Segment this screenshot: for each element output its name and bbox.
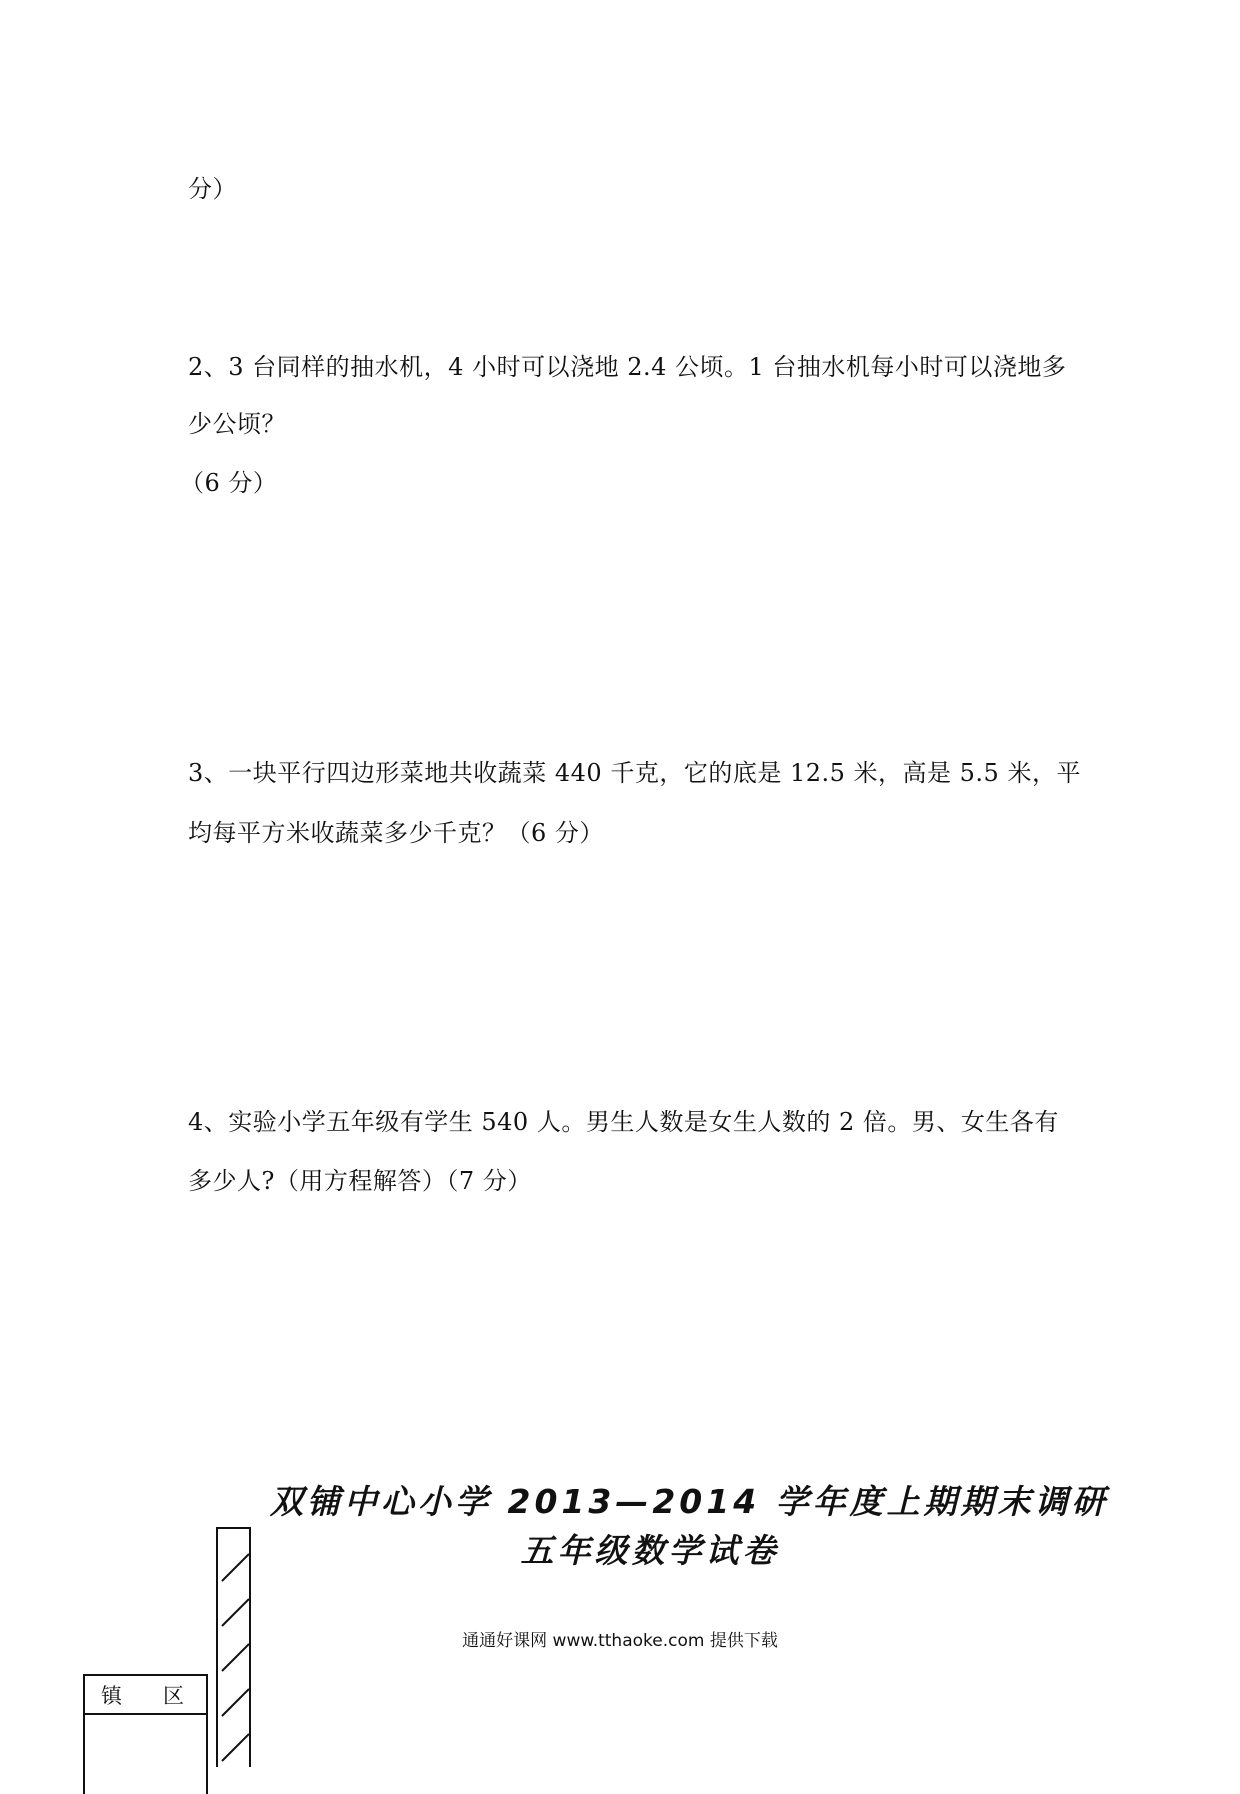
question-1-score-tail: 分） xyxy=(188,175,237,203)
question-3-line-2: 均每平方米收蔬菜多少千克？（6 分） xyxy=(188,819,604,847)
question-2-line-1: 2、3 台同样的抽水机，4 小时可以浇地 2.4 公顷。1 台抽水机每小时可以浇地多 xyxy=(188,353,1067,381)
question-4-line-1: 4、实验小学五年级有学生 540 人。男生人数是女生人数的 2 倍。男、女生各有 xyxy=(188,1108,1059,1136)
binding-margin-hatched-strip xyxy=(216,1527,251,1767)
question-4-line-2: 多少人?（用方程解答）（7 分） xyxy=(188,1167,532,1195)
info-row-town-district xyxy=(85,1676,206,1715)
label-town: 镇 xyxy=(101,1683,122,1708)
download-watermark: 通通好课网 www.tthaoke.com 提供下载 xyxy=(462,1631,778,1651)
question-3-line-1: 3、一块平行四边形菜地共收蔬菜 440 千克，它的底是 12.5 米，高是 5.5 米，平 xyxy=(188,759,1081,787)
exam-title-line-1: 双铺中心小学 2013—2014 学年度上期期末调研 xyxy=(270,1482,1109,1521)
question-2-score: （6 分） xyxy=(180,469,278,497)
exam-title-line-2: 五年级数学试卷 xyxy=(520,1531,780,1570)
label-district: 区 xyxy=(163,1683,184,1708)
student-info-table xyxy=(83,1674,208,1794)
question-2-line-2: 少公顷？ xyxy=(188,410,286,438)
